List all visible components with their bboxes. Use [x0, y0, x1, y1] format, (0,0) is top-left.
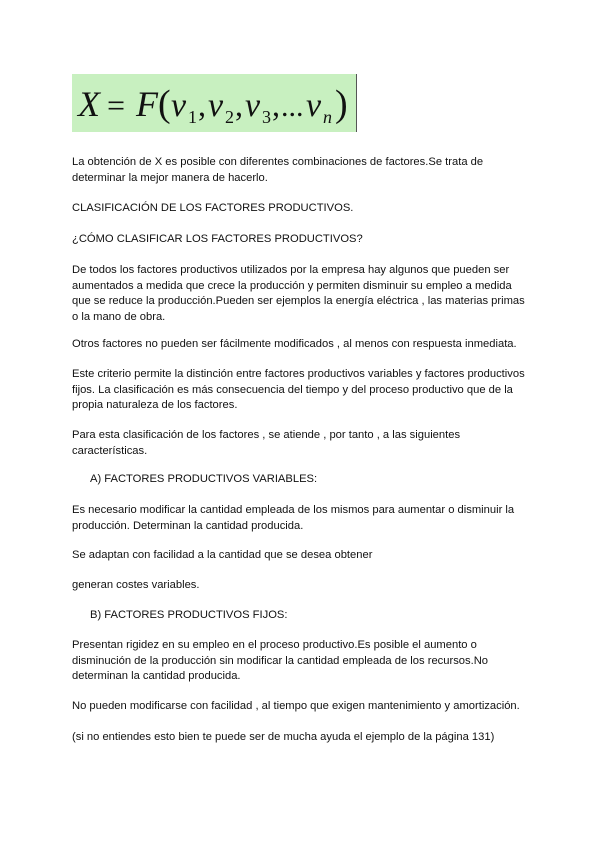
variable-factors-costs: generan costes variables. — [72, 579, 200, 591]
formula-lhs: X — [78, 84, 100, 124]
variable-factors-description: Es necesario modificar la cantidad empleada de los mismos para aumentar o disminuir la producción. Determinan la cantidad producida. — [72, 504, 515, 532]
intro-paragraph: La obtención de X es posible con diferentes combinaciones de factores.Se trata de determinar la mejor manera de hacerlo. — [72, 156, 484, 184]
variable-factors-explanation: De todos los factores productivos utilizados por la empresa hay algunos que pueden ser aumentados a medida que crece la producción y permiten disminuir su empleo a medida que se reduce la producción.Pueden ser ejemplos la energía eléctrica , las materias primas o la mano de obra. — [72, 264, 525, 323]
variable-factors-adapt: Se adaptan con facilidad a la cantidad que se desea obtener — [72, 549, 373, 561]
formula-graphic — [72, 74, 357, 132]
formula-var-2: v — [208, 87, 224, 124]
formula-var-1: v — [171, 87, 187, 124]
section-question-heading: ¿CÓMO CLASIFICAR LOS FACTORES PRODUCTIVOS? — [72, 233, 363, 245]
formula-comma-1: , — [198, 87, 206, 123]
fixed-factors-explanation: Otros factores no pueden ser fácilmente modificados , al menos con respuesta inmediata. — [72, 338, 517, 350]
example-reference-note: (si no entiendes esto bien te puede ser de mucha ayuda el ejemplo de la página 131) — [72, 731, 495, 743]
formula-sub-1: 1 — [188, 107, 197, 127]
characteristics-intro: Para esta clasificación de los factores , se atiende , por tanto , a las siguientes características. — [72, 429, 461, 457]
formula-sub-n: n — [323, 107, 332, 127]
formula-function: F — [136, 84, 158, 124]
formula-equals: = — [107, 87, 126, 123]
formula-comma-3: , — [272, 87, 280, 123]
heading-variable-factors: A) FACTORES PRODUCTIVOS VARIABLES: — [90, 473, 318, 485]
formula-comma-2: , — [235, 87, 243, 123]
formula-sub-3: 3 — [262, 107, 271, 127]
fixed-factors-maintenance: No pueden modificarse con facilidad , al tiempo que exigen mantenimiento y amortización. — [72, 700, 520, 712]
formula-var-n: v — [306, 87, 322, 124]
production-function-formula — [72, 74, 357, 132]
formula-sub-2: 2 — [225, 107, 234, 127]
section-heading-classification: CLASIFICACIÓN DE LOS FACTORES PRODUCTIVOS. — [72, 202, 354, 214]
formula-var-3: v — [245, 87, 261, 124]
fixed-factors-description: Presentan rigidez en su empleo en el proceso productivo.Es posible el aumento o disminución de la producción sin modificar la cantidad empleada de los recursos.No determinan la cantidad producida. — [72, 639, 489, 682]
formula-open-paren: ( — [158, 83, 171, 125]
formula-ellipsis: ... — [281, 90, 304, 123]
criterion-paragraph: Este criterio permite la distinción entre factores productivos variables y factores productivos fijos. La clasificación es más consecuencia del tiempo y del proceso productivo que de la propia naturaleza de los factores. — [72, 368, 525, 411]
formula-close-paren: ) — [335, 83, 348, 125]
heading-fixed-factors: B) FACTORES PRODUCTIVOS FIJOS: — [90, 609, 288, 621]
